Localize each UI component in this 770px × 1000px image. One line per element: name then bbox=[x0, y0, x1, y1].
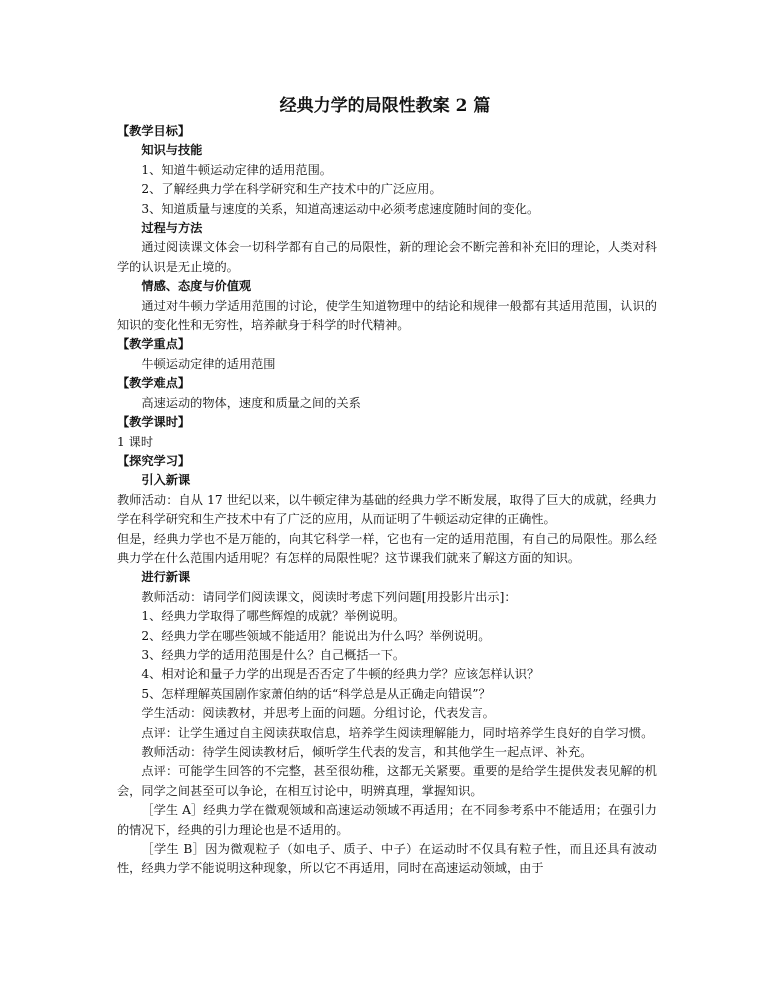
process-paragraph: 通过阅读课文体会一切科学都有自己的局限性，新的理论会不断完善和补充旧的理论，人类对科学的认识是无止境的。 bbox=[117, 240, 657, 274]
section-heading-difficulty: 【教学难点】 bbox=[117, 376, 191, 391]
document-title: 经典力学的局限性教案 2 篇 bbox=[279, 96, 491, 116]
knowledge-item-1: 1、知道牛顿运动定律的适用范围。 bbox=[141, 162, 332, 177]
question-item-3: 3、经典力学的适用范围是什么？自己概括一下。 bbox=[141, 647, 406, 662]
new-lesson-intro: 教师活动：请同学们阅读课文，阅读时考虑下列问题[用投影片出示]： bbox=[141, 589, 517, 604]
section-heading-objectives: 【教学目标】 bbox=[117, 124, 191, 138]
question-item-4: 4、相对论和量子力学的出现是否否定了牛顿的经典力学？应该怎样认识？ bbox=[141, 667, 540, 682]
intro-paragraph-1: 教师活动：自从 17 世纪以来，以牛顿定律为基础的经典力学不断发展，取得了巨大的成就，经典力学在科学研究和生产技术中有了广泛的应用，从而证明了牛顿运动定律的正确性。 bbox=[117, 492, 657, 527]
subheading-intro: 引入新课 bbox=[141, 473, 191, 488]
subheading-process: 过程与方法 bbox=[141, 221, 203, 236]
knowledge-item-2: 2、了解经典力学在科学研究和生产技术中的广泛应用。 bbox=[141, 182, 442, 197]
hours-paragraph: 1 课时 bbox=[117, 434, 154, 449]
section-heading-explore: 【探究学习】 bbox=[117, 453, 191, 468]
subheading-emotion: 情感、态度与价值观 bbox=[141, 279, 252, 294]
question-item-1: 1、经典力学取得了哪些辉煌的成就？举例说明。 bbox=[141, 609, 406, 624]
student-b-paragraph: ［学生 B］因为微观粒子（如电子、质子、中子）在运动时不仅具有粒子性，而且还具有波动性，经典力学不能说明这种现象，所以它不再适用，同时在高速运动领域，由于 bbox=[117, 842, 657, 876]
comment-paragraph-1: 点评：让学生通过自主阅读获取信息，培养学生阅读理解能力，同时培养学生良好的自学习惯。 bbox=[141, 725, 654, 740]
question-item-2: 2、经典力学在哪些领域不能适用？能说出为什么吗？举例说明。 bbox=[141, 628, 491, 643]
section-heading-key: 【教学重点】 bbox=[117, 337, 191, 352]
knowledge-item-3: 3、知道质量与速度的关系，知道高速运动中必须考虑速度随时间的变化。 bbox=[141, 201, 540, 216]
subheading-knowledge: 知识与技能 bbox=[141, 143, 203, 158]
student-activity-paragraph: 学生活动：阅读教材，并思考上面的问题。分组讨论，代表发言。 bbox=[141, 706, 495, 721]
question-item-5: 5、怎样理解英国剧作家萧伯纳的话“科学总是从正确走向错误”？ bbox=[141, 686, 491, 701]
document-body bbox=[117, 122, 657, 879]
comment-paragraph-2: 点评：可能学生回答的不完整，甚至很幼稚，这都无关紧要。重要的是给学生提供发表见解的机会，同学之间甚至可以争论，在相互讨论中，明辨真理，掌握知识。 bbox=[117, 764, 657, 798]
student-a-paragraph: ［学生 A］经典力学在微观领域和高速运动领域不再适用；在不同参考系中不能适用；在强引力的情况下，经典的引力理论也是不适用的。 bbox=[117, 803, 657, 837]
teacher-activity-paragraph: 教师活动：待学生阅读教材后，倾听学生代表的发言，和其他学生一起点评、补充。 bbox=[141, 745, 593, 759]
emotion-paragraph: 通过对牛顿力学适用范围的讨论，使学生知道物理中的结论和规律一般都有其适用范围，认识的知识的变化性和无穷性，培养献身于科学的时代精神。 bbox=[117, 298, 657, 333]
subheading-new-lesson: 进行新课 bbox=[141, 570, 191, 585]
key-paragraph: 牛顿运动定律的适用范围 bbox=[141, 356, 276, 371]
section-heading-hours: 【教学课时】 bbox=[117, 415, 191, 430]
intro-paragraph-2: 但是，经典力学也不是万能的，向其它科学一样，它也有一定的适用范围，有自己的局限性。那么经典力学在什么范围内适用呢？有怎样的局限性呢？这节课我们就来了解这方面的知识。 bbox=[117, 531, 657, 565]
difficulty-paragraph: 高速运动的物体，速度和质量之间的关系 bbox=[141, 395, 361, 410]
